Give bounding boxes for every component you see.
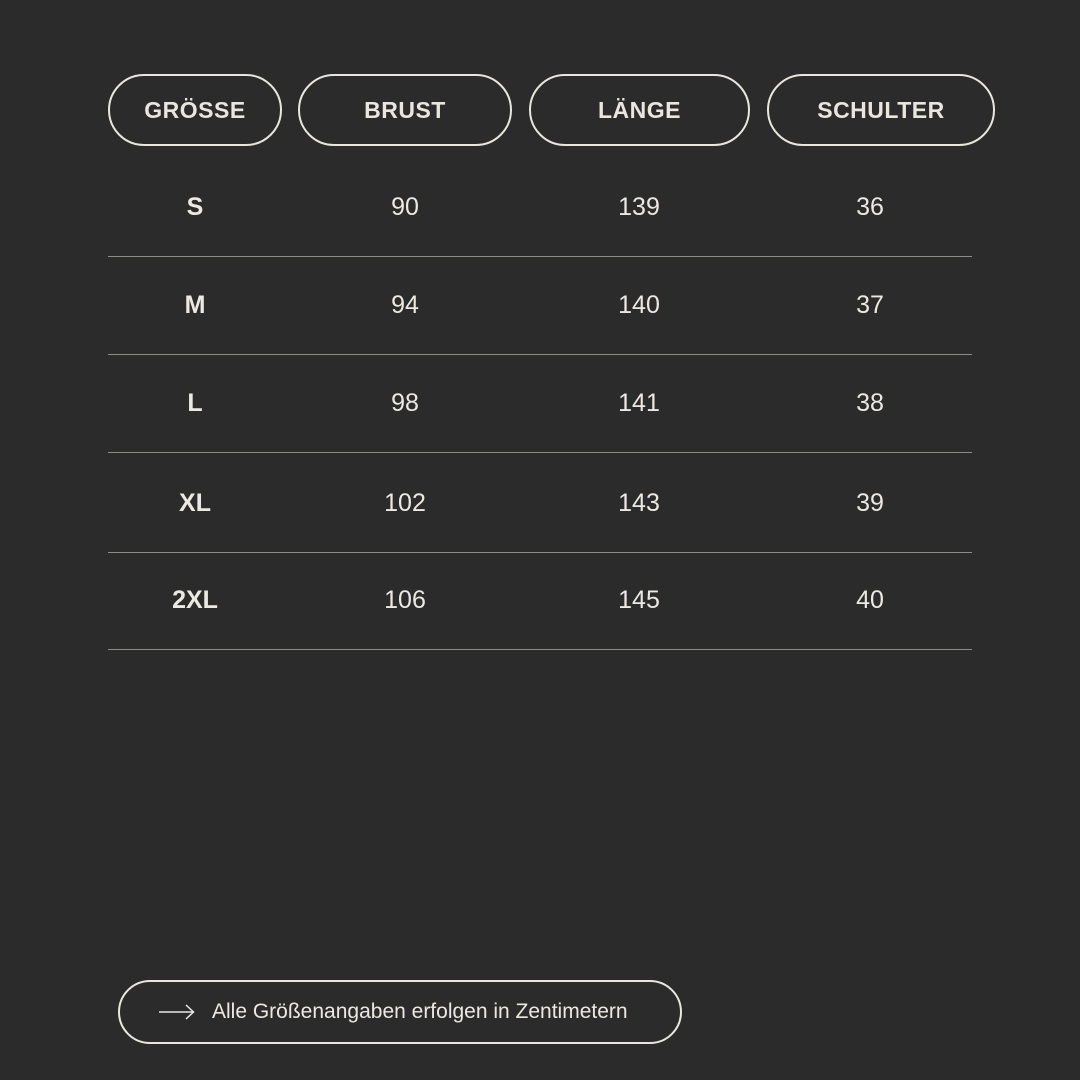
cell-shoulder: 37 [856, 291, 884, 319]
cell-shoulder: 38 [856, 389, 884, 417]
cell-length: 143 [618, 489, 660, 517]
cell-shoulder: 36 [856, 193, 884, 221]
cell-shoulder: 40 [856, 586, 884, 614]
header-size: GRÖSSE [108, 74, 282, 146]
cell-size: L [187, 389, 203, 417]
cell-chest: 102 [384, 489, 426, 517]
header-chest: BRUST [298, 74, 512, 146]
cell-chest: 94 [391, 291, 419, 319]
cell-shoulder: 39 [856, 489, 884, 517]
cell-size: S [186, 193, 204, 221]
cell-size: 2XL [172, 586, 218, 614]
header-shoulder: SCHULTER [767, 74, 995, 146]
cell-size: XL [179, 489, 211, 517]
measurement-note [118, 980, 682, 1044]
arrow-right-icon [158, 1003, 196, 1021]
cell-length: 145 [618, 586, 660, 614]
table-row [108, 552, 972, 650]
measurement-note-text: Alle Größenangaben erfolgen in Zentimetern [212, 1000, 628, 1023]
cell-chest: 106 [384, 586, 426, 614]
cell-length: 140 [618, 291, 660, 319]
cell-chest: 90 [391, 193, 419, 221]
table-row [108, 455, 972, 553]
table-row [108, 355, 972, 453]
cell-length: 139 [618, 193, 660, 221]
cell-length: 141 [618, 389, 660, 417]
table-row [108, 159, 972, 257]
table-row [108, 257, 972, 355]
header-length: LÄNGE [529, 74, 750, 146]
cell-chest: 98 [391, 389, 419, 417]
cell-size: M [184, 291, 206, 319]
